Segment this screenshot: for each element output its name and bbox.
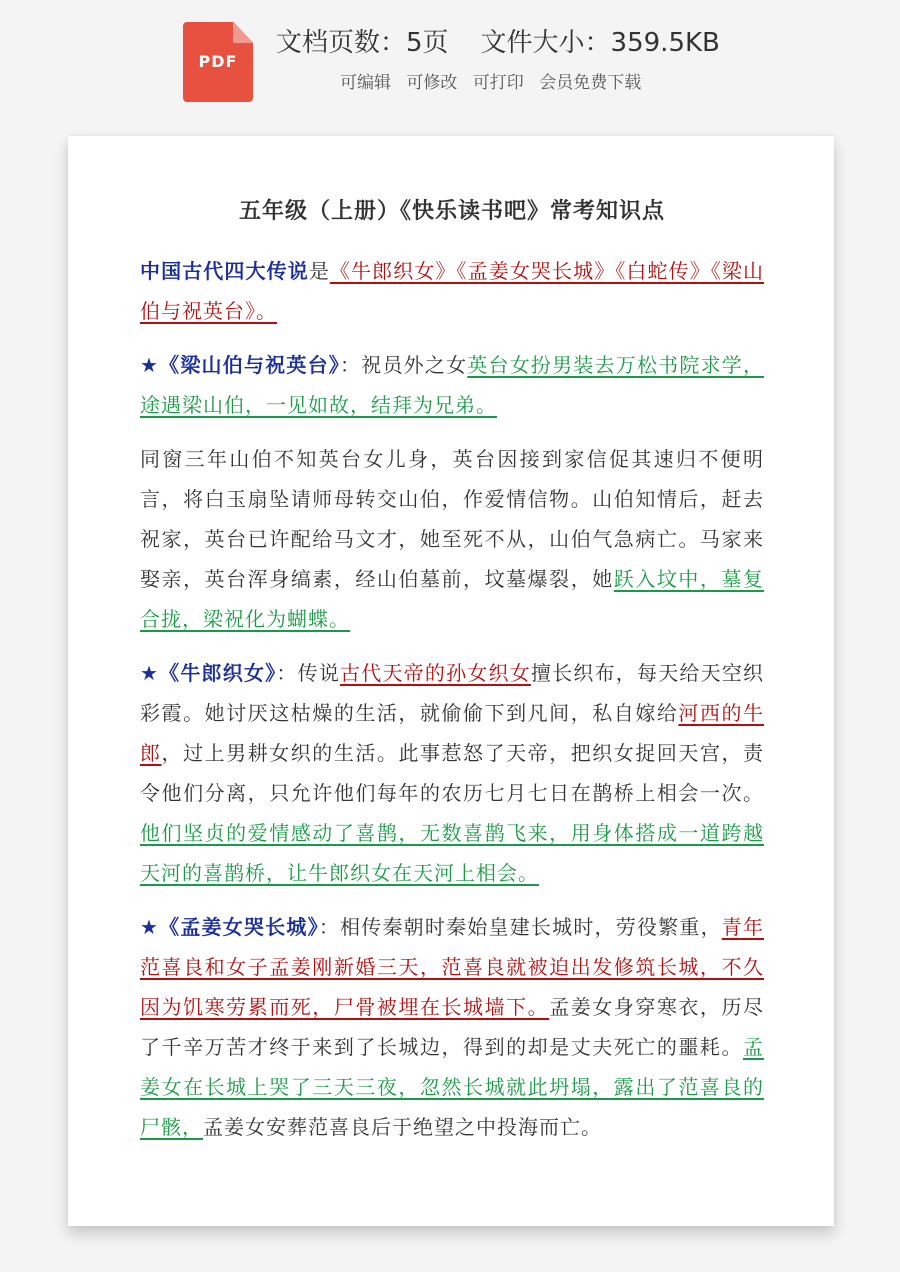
mengjiang-text-2: 孟姜女身穿寒衣，历尽了千辛万苦才终于来到了长城边，得到的却是丈夫死亡的噩耗。 — [140, 995, 765, 1059]
liang-heading: ★《梁山伯与祝英台》 — [140, 353, 341, 377]
liang2-highlight-1: 跃入坟中，墓复合拢，梁祝化为蝴蝶。 — [140, 567, 765, 631]
niulang-text-2: 擅长织布，每天给天空织彩霞。她讨厌这枯燥的生活，就偷偷下到凡间，私自嫁给 — [140, 661, 765, 725]
niulang-paragraph — [140, 653, 764, 893]
niulang-highlight-2: 河西的牛郎 — [140, 701, 765, 765]
document-title: 五年级（上册）《快乐读书吧》常考知识点 — [238, 199, 665, 224]
liang2-text-1: 同窗三年山伯不知英台女儿身，英台因接到家信促其速归不便明言，将白玉扇坠请师母转交山伯，作爱情信物。山伯知情后，赶去祝家，英台已许配给马文才，她至死不从，山伯气急病亡。马家来娶亲，英台浑身缟素，经山伯墓前，坟墓爆裂，她 — [140, 447, 764, 591]
liang-paragraph-2 — [140, 439, 764, 639]
niulang-heading: ★《牛郎织女》 — [140, 661, 277, 685]
file-features: 可编辑 可修改 可打印 会员免费下载 — [340, 73, 642, 93]
file-info-header — [0, 0, 900, 130]
mengjiang-heading: ★《孟姜女哭长城》 — [140, 915, 319, 939]
pdf-icon-label: PDF — [198, 52, 238, 71]
mengjiang-text-3: 孟姜女安葬范喜良后于绝望之中投海而亡。 — [203, 1115, 602, 1139]
niulang-highlight-3: 他们坚贞的爱情感动了喜鹊，无数喜鹊飞来，用身体搭成一道跨越天河的喜鹊桥，让牛郎织女在天河上相会。 — [140, 821, 764, 885]
niulang-text-3: ，过上男耕女织的生活。此事惹怒了天帝，把织女捉回天宫，责令他们分离，只允许他们每年的农历七月七日在鹊桥上相会一次。 — [140, 741, 765, 805]
legend-list: 《牛郎织女》《孟姜女哭长城》《白蛇传》《梁山伯与祝英台》。 — [140, 259, 765, 323]
mengjiang-highlight-2: 孟姜女在长城上哭了三天三夜，忽然长城就此坍塌，露出了范喜良的尸骸， — [140, 1035, 764, 1139]
mengjiang-paragraph — [140, 907, 764, 1147]
mengjiang-highlight-1: 青年范喜良和女子孟姜刚新婚三天，范喜良就被迫出发修筑长城，不久因为饥寒劳累而死，尸骨被埋在长城墙下。 — [140, 915, 765, 1019]
liang-paragraph — [140, 345, 764, 425]
niulang-highlight-1: 古代天帝的孙女织女 — [340, 661, 531, 685]
intro-connector: 是 — [308, 259, 330, 283]
niulang-text-1: ：传说 — [276, 661, 341, 685]
liang-text-1: ：祝员外之女 — [340, 353, 468, 377]
intro-lead: 中国古代四大传说 — [140, 259, 309, 283]
mengjiang-text-1: ：相传秦朝时秦始皇建长城时，劳役繁重， — [318, 915, 722, 939]
document-content — [140, 194, 764, 1161]
document-page — [68, 136, 834, 1226]
liang-highlight-1: 英台女扮男装去万松书院求学，途遇梁山伯，一见如故，结拜为兄弟。 — [140, 353, 765, 417]
file-meta — [276, 22, 720, 59]
file-size: 文件大小：359.5KB — [480, 28, 720, 58]
intro-paragraph — [140, 251, 764, 331]
page-count: 文档页数：5页 — [276, 28, 449, 58]
